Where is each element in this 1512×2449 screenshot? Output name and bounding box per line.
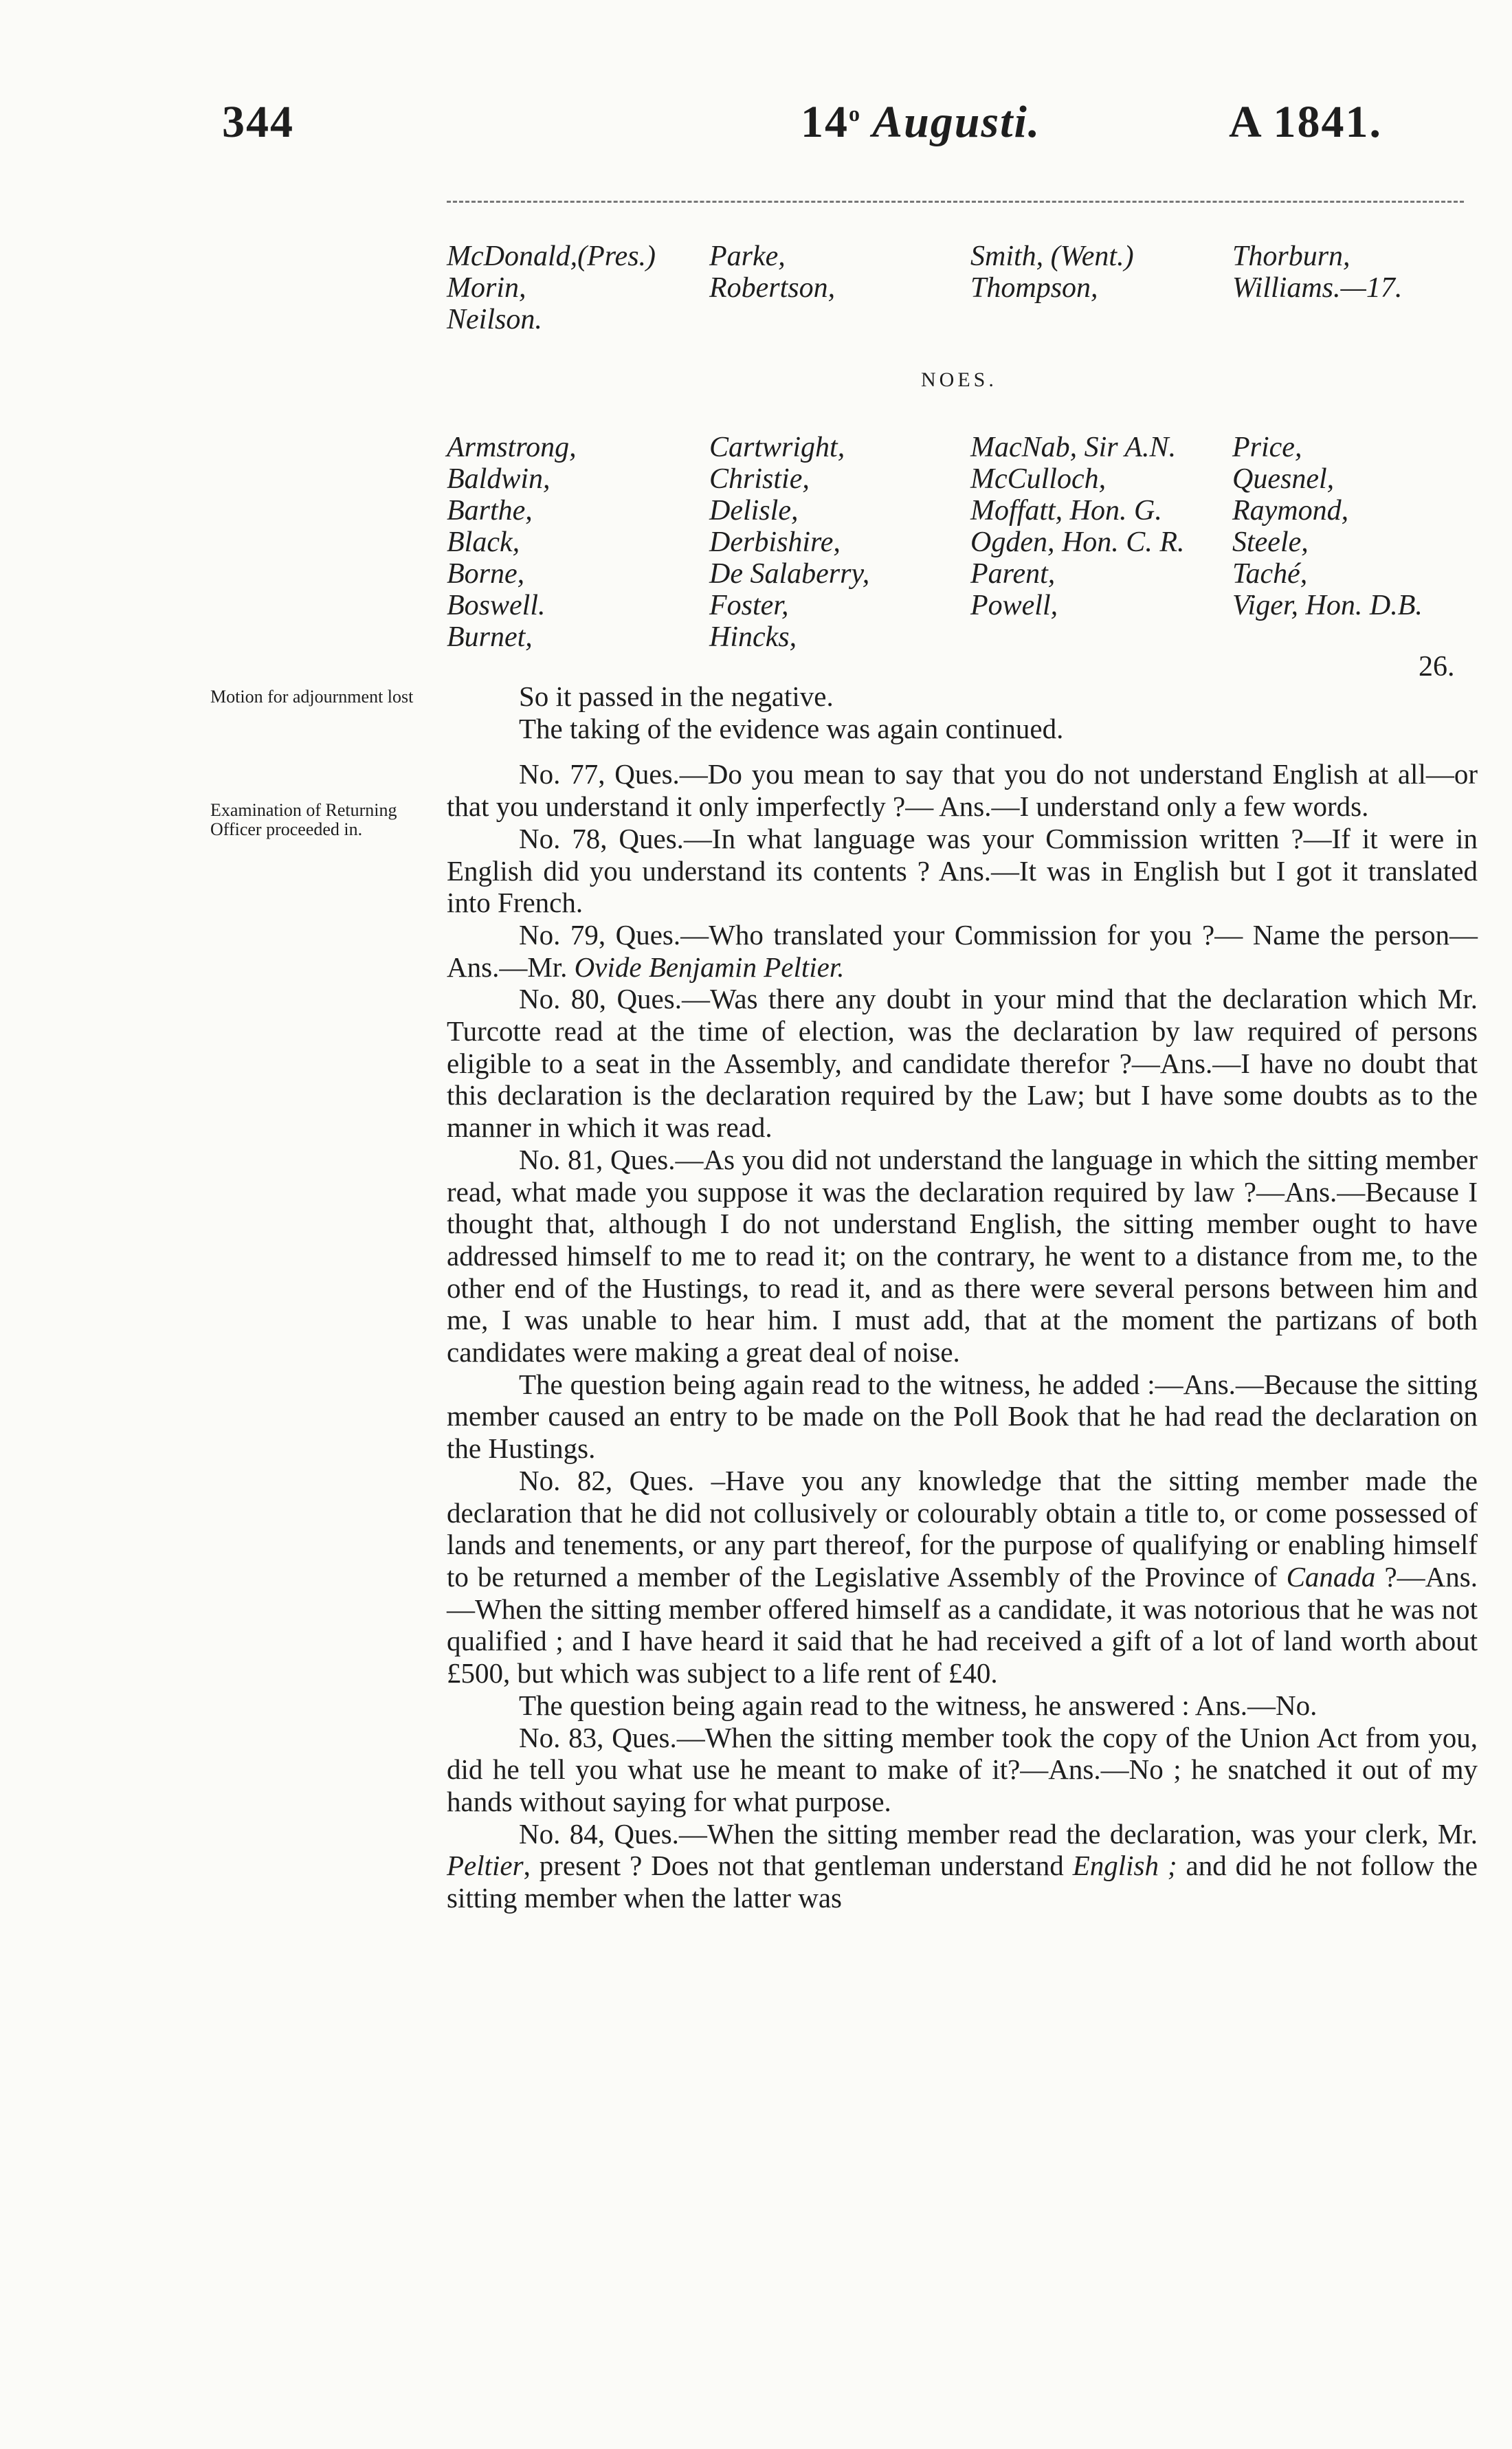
no-name: Parent, — [970, 558, 1056, 590]
no-name: Barthe, — [447, 495, 533, 527]
no-name: Moffatt, Hon. G. — [970, 495, 1162, 527]
noes-column-1 — [447, 432, 577, 653]
aye-name: Morin, — [447, 272, 526, 304]
paragraph: The question being again read to the witness, he added :—Ans.—Because the sitting member caused an entry to be made on the Poll Book that he had read the declaration on the Hustings. — [447, 1368, 1478, 1465]
noes-heading: NOES. — [921, 368, 997, 391]
text-run: No. 82, Ques. –Have you any knowledge that the sitting member made the declaration that he did not collusively or colourably obtain a title to, or come possessed of lands and tenements, or any part thereof, for the purpose of qualifying or enabling himself to be returned a member of the Legislative Assembly of the Province of — [447, 1464, 1478, 1593]
paragraph: The taking of the evidence was again continued. — [519, 712, 1064, 744]
paragraph: No. 80, Ques.—Was there any doubt in your mind that the declaration which Mr. Turcotte read at the time of election, was the declaration by law required of persons eligible to a seat in the Assembly, and candidate therefor ?—Ans.—I have no doubt that this declaration is the declaration required by the Law; but I have some doubts as to the manner in which it was read. — [447, 983, 1478, 1144]
no-name: De Salaberry, — [709, 558, 870, 590]
no-name: MacNab, Sir A.N. — [970, 432, 1177, 463]
aye-name: Smith, (Went.) — [970, 241, 1134, 272]
margin-note-adjournment: Motion for adjournment lost — [210, 687, 414, 707]
text-run: ?—Ans.—When the sitting member offered himself as a candidate, it was notorious that he was not qualified ; and I have heard it said that he had received a gift of a lot of land worth about £500, but which was subject to a life rent of £40. — [447, 1560, 1478, 1689]
no-name: Christie, — [709, 463, 810, 495]
no-name: Borne, — [447, 558, 525, 590]
aye-name: Thorburn, — [1232, 241, 1350, 272]
paragraph — [447, 1818, 1478, 1914]
no-name: Derbishire, — [709, 527, 841, 558]
ayes-column-2 — [709, 241, 835, 304]
paragraph: No. 77, Ques.—Do you mean to say that you do not understand English at all—or that you understand it only imperfectly ?— Ans.—I understand only a few words. — [447, 758, 1478, 823]
page-date — [801, 96, 1041, 148]
no-name: Cartwright, — [709, 432, 845, 463]
text-run: and did he not follow the sitting member when the latter was — [447, 1850, 1478, 1914]
header-rule — [447, 201, 1464, 203]
paragraph: No. 83, Ques.—When the sitting member took the copy of the Union Act from you, did he tell you what use he meant to make of it?—Ans.—No ; he snatched it out of my hands without saying for what purpose. — [447, 1721, 1478, 1817]
aye-name: Parke, — [709, 241, 786, 272]
no-name: Price, — [1232, 432, 1302, 463]
no-name: Burnet, — [447, 621, 533, 653]
paragraph: So it passed in the negative. — [519, 680, 834, 712]
italic-name: Canada — [1286, 1560, 1376, 1593]
date-month: Augusti. — [872, 97, 1041, 147]
ayes-list — [447, 241, 1478, 344]
italic-name: Peltier — [447, 1850, 524, 1882]
date-day: 14 — [801, 97, 849, 147]
paragraph: No. 78, Ques.—In what language was your Commission written ?—If it were in English did you understand its contents ? Ans.—It was in English but I got it translated into French. — [447, 822, 1478, 919]
italic-name: Ovide Benjamin Peltier. — [574, 951, 845, 983]
no-name: Quesnel, — [1232, 463, 1335, 495]
text-run: No. 79, Ques.—Who translated your Commission for you ?— Name the person—Ans.—Mr. — [447, 918, 1478, 983]
no-name: McCulloch, — [970, 463, 1107, 495]
noes-count: 26. — [1419, 651, 1455, 683]
paragraph — [447, 1465, 1478, 1689]
aye-name: McDonald,(Pres.) — [447, 241, 656, 272]
no-name: Taché, — [1232, 558, 1308, 590]
no-name: Viger, Hon. D.B. — [1232, 590, 1423, 621]
ayes-column-1 — [447, 241, 656, 335]
no-name: Delisle, — [709, 495, 799, 527]
paragraph: No. 81, Ques.—As you did not understand the language in which the sitting member read, what made you suppose it was the declaration required by law ?—Ans.—Because I thought that, although I do not understand English, the sitting member ought to have addressed himself to me to read it; on the contrary, he went to a distance from me, to the other end of the Hustings, to read it, and as there were several persons between him and me, I was unable to hear him. I must add, that at the moment the partizans of both candidates were making a great deal of noise. — [447, 1143, 1478, 1368]
ayes-column-3 — [970, 241, 1134, 304]
page-number: 344 — [222, 97, 294, 147]
no-name: Foster, — [709, 590, 789, 621]
no-name: Black, — [447, 527, 520, 558]
page-header — [0, 96, 1512, 158]
page-year: A 1841. — [1229, 97, 1383, 147]
no-name: Armstrong, — [447, 432, 577, 463]
italic-word: English ; — [1072, 1850, 1177, 1882]
aye-name: Thompson, — [970, 272, 1098, 304]
no-name: Raymond, — [1232, 495, 1349, 527]
text-run: No. 84, Ques.—When the sitting member read the declaration, was your clerk, Mr. — [519, 1817, 1478, 1850]
noes-column-3 — [970, 432, 1184, 621]
aye-name: Robertson, — [709, 272, 836, 304]
paragraph — [447, 919, 1478, 983]
noes-column-4 — [1232, 432, 1423, 621]
aye-name: Williams.—17. — [1232, 272, 1403, 304]
margin-note-examination: Examination of Returning Officer proceeded in. — [210, 800, 397, 839]
no-name: Baldwin, — [447, 463, 551, 495]
noes-column-2 — [709, 432, 869, 653]
no-name: Boswell. — [447, 590, 546, 621]
noes-list — [447, 432, 1478, 665]
text-run: , present ? Does not that gentleman understand — [523, 1850, 1073, 1882]
aye-name: Neilson. — [447, 304, 542, 335]
date-sup: o — [849, 101, 861, 126]
no-name: Hincks, — [709, 621, 797, 653]
no-name: Powell, — [970, 590, 1058, 621]
body-text — [447, 680, 1478, 1914]
no-name: Ogden, Hon. C. R. — [970, 527, 1185, 558]
ayes-column-4 — [1232, 241, 1402, 304]
paragraph: The question being again read to the witness, he answered : Ans.—No. — [519, 1689, 1318, 1721]
no-name: Steele, — [1232, 527, 1309, 558]
